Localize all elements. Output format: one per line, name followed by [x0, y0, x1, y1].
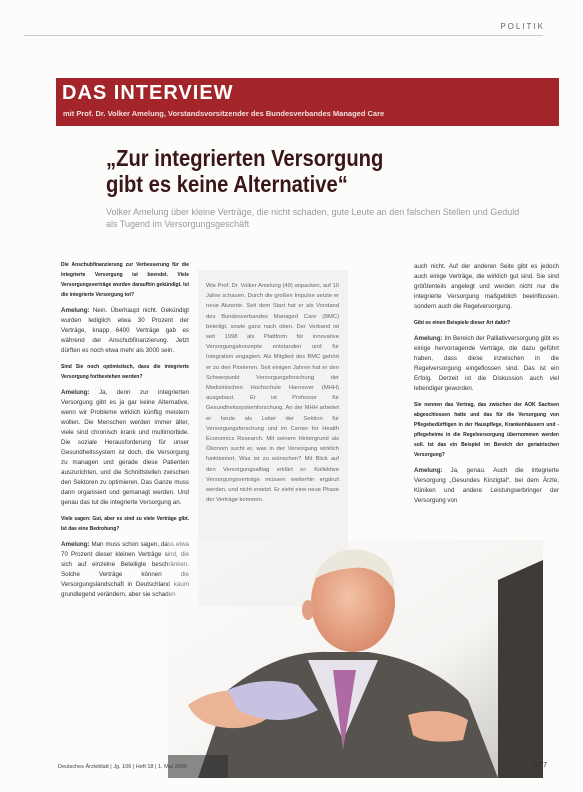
- answer-text: Man muss schon sagen, dass etwa 70 Prozent dieser kleinen Verträge sind, die sich auf einzelne Beteiligte beschränken. Solche Verträge können die Versorgungslandschaft in Deutschland kaum grundlegend verändern, aber sie schaden: [61, 541, 189, 598]
- interview-question: Die Anschubfinanzierung zur Verbesserung für die integrierte Versorgung ist beendet. Viele Versorgungsverträge wurden daraufhin gekündigt. Ist die integrierte Versorgung tot?: [61, 262, 189, 298]
- interview-answer: [414, 334, 559, 394]
- answer-text: Ja, denn zur integrierten Versorgung gibt es ja gar keine Alternative, wenn wir Probleme wirklich künftig meistern wollen. Die Menschen werden immer älter, viele sind chronisch krank und multimorbide. Die soziale Herausforderung für unser Gesundheitssystem ist doch, die Versorgung zu managen und gerade diese Patienten auszurichten, und die Schnittstellen zwischen den Sektoren zu optimieren. Das Ganze muss dann organisiert und gemanagt werden. Und genau das tut die integrierte Versorgung an.: [61, 389, 189, 506]
- answer-text: Nein. Überhaupt nicht. Gekündigt wurden lediglich etwa 30 Prozent der Verträge, knapp 6400 Verträge gab es während der Anschubfinanzierung. Jetzt dürften es noch etwa mehr als 3000 sein.: [61, 307, 189, 354]
- column-3: [414, 262, 559, 512]
- banner-title: DAS INTERVIEW: [62, 82, 234, 104]
- interview-answer: [61, 388, 189, 508]
- speaker-label: Amelung:: [414, 467, 443, 474]
- body-paragraph: auch nicht. Auf der anderen Seite gibt es jedoch auch einige Verträge, die wirklich gut sind. Sie sind größtenteils angelegt und werden nicht nur die integrierte Versorgung maßgeblich beeinflussen, sondern auch die Regelversorgung.: [414, 263, 559, 310]
- interview-question: Sind Sie noch optimistisch, dass die integrierte Versorgung fortbestehen werden?: [61, 364, 189, 380]
- banner-subtitle: mit Prof. Dr. Volker Amelung, Vorstandsvorsitzender des Bundesverbandes Managed Care: [63, 109, 385, 118]
- headline-line: „Zur integrierten Versorgung: [106, 145, 384, 171]
- page-number: 5 07: [533, 762, 547, 769]
- interview-answer: [61, 306, 189, 356]
- section-tag: POLITIK: [500, 22, 545, 31]
- interviewee-photo: [168, 540, 543, 778]
- interview-question: Sie nennen das Vertrag, das zwischen der AOK Sachsen abgeschlossen hatte und das für die Versorgung von Pflegebedürftigen in der Hauspflege, Krankenhäusern und -pflegeheime in die Regelversorgung übernommen werden soll. Ist das ein Beispiel im Bereich der geriatrischen Versorgung?: [414, 402, 559, 458]
- speaker-label: Amelung:: [61, 541, 90, 548]
- speaker-label: Amelung:: [61, 307, 90, 314]
- lead-text: Volker Amelung über kleine Verträge, die nicht schaden, gute Leute an den falschen Stellen und Geduld als Tugend im Versorgungsgeschäft: [106, 207, 520, 229]
- header-rule: [24, 35, 543, 36]
- answer-text: Ja, genau. Auch die integrierte Versorgung „Gesundes Kinzigtal“, bei dem Ärzte, Kliniken und andere Leistungserbringer der Versorgung von: [414, 467, 559, 504]
- interview-question: Gibt es einen Beispiele dieser Art dafür?: [414, 320, 511, 326]
- speaker-label: Amelung:: [61, 389, 90, 396]
- photo-icon: [168, 540, 543, 778]
- interview-banner: [56, 78, 559, 126]
- speaker-label: Amelung:: [414, 335, 443, 342]
- interview-answer: [414, 466, 559, 506]
- column-2: Wie Prof. Dr. Volker Amelung (49) anpacken, auf 10 Jahre schauen. Durch die großen Impulse setzte er neue Akzente. Seit dem Start hat er als Vorstand des Bundesverbandes Managed Care (BMC) beteiligt, sowie ganz nach oben. Der Verband ist seit 1998 als Plattform für innovative Versorgungskonzepte entstanden und für Integration engagiert. Als Mitglied des BMC gehört er zu den Pionieren. Seit einigen Jahren hat er den Schwerpunkt Versorgungsforschung der Medizinischen Hochschule Hannover (MHH) ausgebaut. Er ist Professor für Gesundheitssystemforschung. An der MHH arbeitet er heute als Leiter der Sektion für Versorgungsforschung und im Center for Health Economics Research. Mit seinem Hintergrund als Ökonom sucht er, was in der Versorgung wirklich funktioniert. Was ist zu wünschen? Mit Blick auf den Versorgungsalltag erklärt er: Kollektive Versorgungsverträge müssen weiterhin ergänzt werden, und nicht ersetzt. Er sieht eine neue Phase der Verträge kommen.: [206, 283, 339, 504]
- answer-text: Im Bereich der Palliativversorgung gibt es einige hervorragende Verträge, die dazu geführt haben, dass diese inzwischen in die Regelversorgung eingeflossen sind. Das ist ein Erfolg. Derzeit ist die Diskussion auch viel lebendiger geworden.: [414, 335, 559, 392]
- interview-question: Viele sagen: Gut, aber es sind zu viele Verträge gibt. Ist das eine Bedrohung?: [61, 516, 189, 532]
- headline-line: gibt es keine Alternative“: [106, 171, 348, 197]
- headline: [106, 145, 467, 197]
- footer-citation: Deutsches Ärzteblatt | Jg. 106 | Heft 18 | 1. Mai 2009: [58, 764, 187, 770]
